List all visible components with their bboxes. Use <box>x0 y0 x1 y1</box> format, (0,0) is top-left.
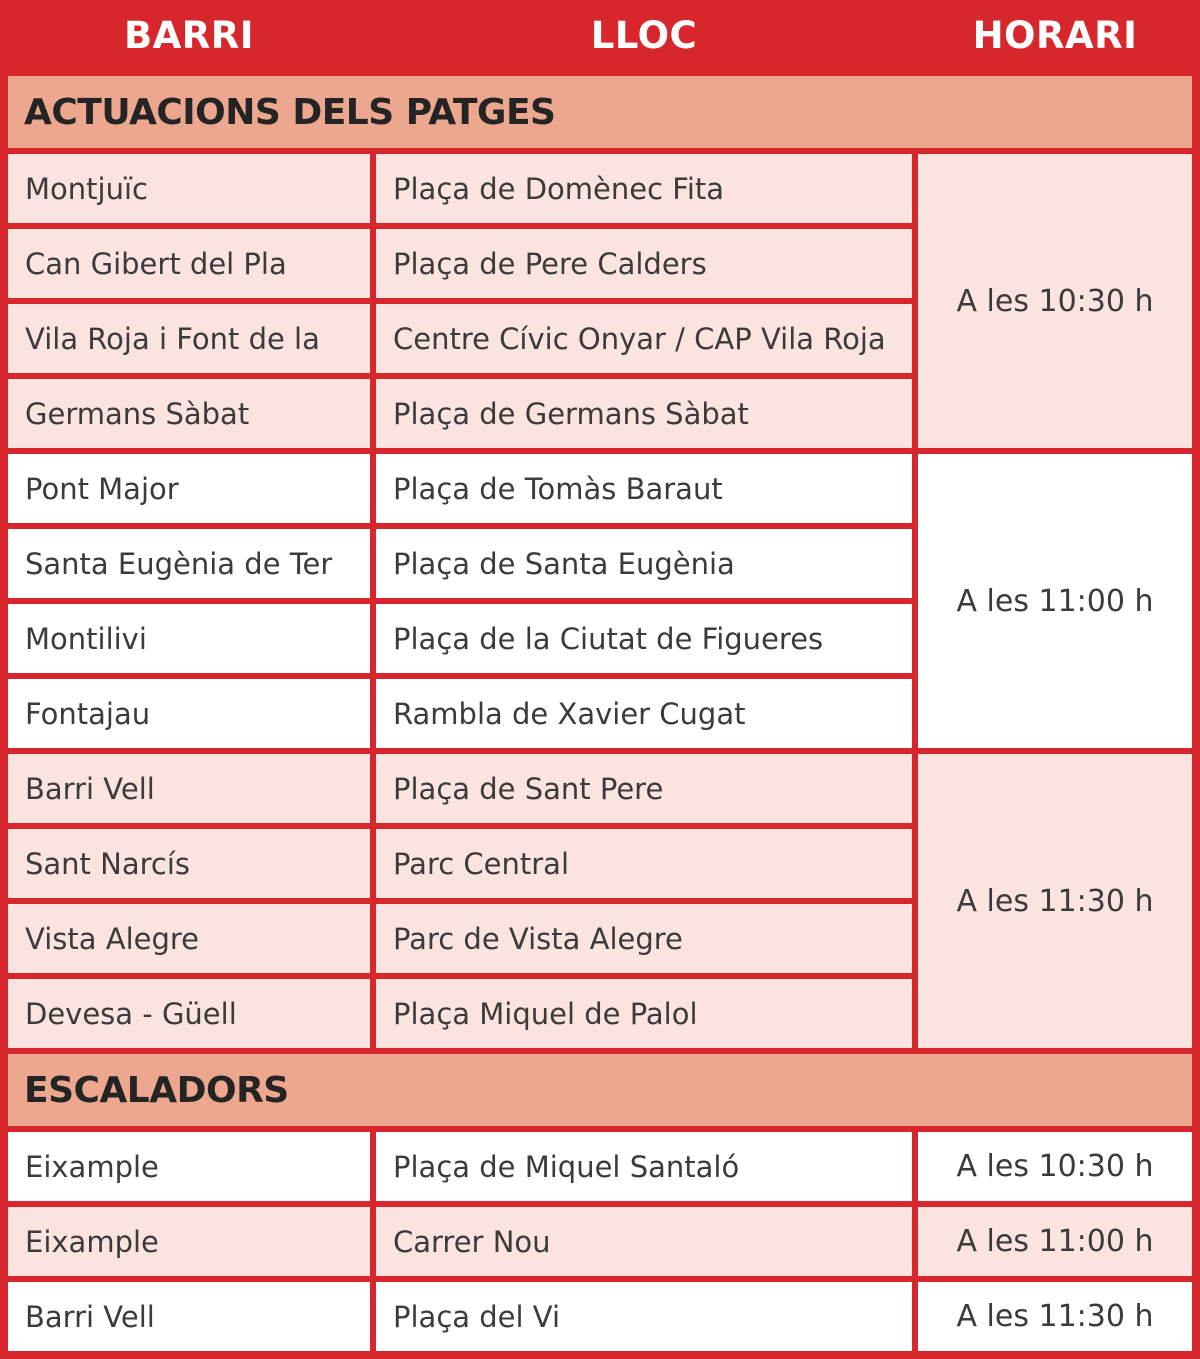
horari-cell: A les 11:00 h <box>918 1207 1192 1276</box>
barri-cell: Montjuïc <box>8 154 370 223</box>
lloc-cell: Rambla de Xavier Cugat <box>376 679 912 748</box>
lloc-cell: Plaça de la Ciutat de Figueres <box>376 604 912 673</box>
column-header-horari: HORARI <box>918 0 1192 70</box>
barri-cell: Montilivi <box>8 604 370 673</box>
horari-cell-merged: A les 11:00 h <box>918 454 1192 748</box>
lloc-cell: Plaça de Germans Sàbat <box>376 379 912 448</box>
barri-cell: Vista Alegre <box>8 904 370 973</box>
horari-cell-merged: A les 11:30 h <box>918 754 1192 1048</box>
barri-cell: Santa Eugènia de Ter <box>8 529 370 598</box>
barri-cell: Fontajau <box>8 679 370 748</box>
barri-cell: Eixample <box>8 1207 370 1276</box>
lloc-cell: Carrer Nou <box>376 1207 912 1276</box>
horari-cell: A les 10:30 h <box>918 1132 1192 1201</box>
barri-cell: Vila Roja i Font de la <box>8 304 370 373</box>
lloc-cell: Plaça de Santa Eugènia <box>376 529 912 598</box>
lloc-cell: Plaça de Miquel Santaló <box>376 1132 912 1201</box>
horari-cell-merged: A les 10:30 h <box>918 154 1192 448</box>
column-header-lloc: LLOC <box>376 0 912 70</box>
barri-cell: Barri Vell <box>8 1282 370 1351</box>
horari-cell: A les 11:30 h <box>918 1282 1192 1351</box>
section-header-escaladors: ESCALADORS <box>8 1054 1192 1126</box>
barri-cell: Can Gibert del Pla <box>8 229 370 298</box>
lloc-cell: Parc de Vista Alegre <box>376 904 912 973</box>
lloc-cell: Plaça de Domènec Fita <box>376 154 912 223</box>
barri-cell: Sant Narcís <box>8 829 370 898</box>
barri-cell: Barri Vell <box>8 754 370 823</box>
barri-cell: Devesa - Güell <box>8 979 370 1048</box>
lloc-cell: Plaça de Tomàs Baraut <box>376 454 912 523</box>
barri-cell: Germans Sàbat <box>8 379 370 448</box>
column-header-barri: BARRI <box>8 0 370 70</box>
lloc-cell: Centre Cívic Onyar / CAP Vila Roja <box>376 304 912 373</box>
section-header-actuacions-dels-patges: ACTUACIONS DELS PATGES <box>8 76 1192 148</box>
lloc-cell: Plaça de Pere Calders <box>376 229 912 298</box>
lloc-cell: Plaça del Vi <box>376 1282 912 1351</box>
lloc-cell: Plaça Miquel de Palol <box>376 979 912 1048</box>
barri-cell: Pont Major <box>8 454 370 523</box>
lloc-cell: Parc Central <box>376 829 912 898</box>
barri-cell: Eixample <box>8 1132 370 1201</box>
lloc-cell: Plaça de Sant Pere <box>376 754 912 823</box>
